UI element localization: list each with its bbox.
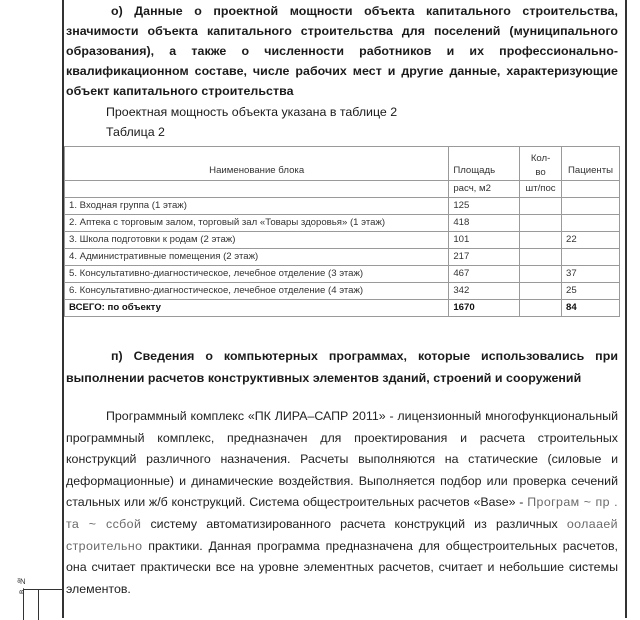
row-name: 5. Консультативно-диагностическое, лечебное отделение (3 этаж) bbox=[65, 266, 449, 283]
row-qty bbox=[520, 249, 562, 266]
table-row bbox=[65, 266, 620, 283]
row-qty bbox=[520, 232, 562, 249]
total-qty bbox=[520, 300, 562, 317]
row-name: 1. Входная группа (1 этаж) bbox=[65, 198, 449, 215]
section-p bbox=[66, 344, 618, 600]
row-area: 418 bbox=[449, 215, 520, 232]
paragraph-text: Программный комплекс «ПК ЛИРА–САПР 2011» - лицензионный многофункциональный программный комплекс, предназначен для проектирования и расчета строительных конструкций различного назначения. Расчеты выполняются на статические (силовые и деформационные) и динамические воздействия. Выполняется подбор или проверка сечений стальных или ж/б конструкций. Система общестроительных расчетов «Base» - bbox=[66, 409, 618, 510]
section-o-heading bbox=[66, 0, 618, 101]
row-name: 4. Административные помещения (2 этаж) bbox=[65, 249, 449, 266]
total-area: 1670 bbox=[449, 300, 520, 317]
row-name: 6. Консультативно-диагностическое, лечебное отделение (4 этаж) bbox=[65, 283, 449, 300]
margin-stamp-box bbox=[17, 576, 63, 619]
row-patients bbox=[562, 198, 620, 215]
table-row bbox=[65, 215, 620, 232]
header-qty-line2: во bbox=[535, 167, 546, 178]
table-row bbox=[65, 198, 620, 215]
total-patients: 84 bbox=[562, 300, 620, 317]
table-units-row bbox=[65, 181, 620, 198]
stamp-vertical-label: в. № bbox=[17, 576, 26, 594]
paragraph-degraded-text: Програм ~ пр . та ~ ссбой bbox=[66, 495, 618, 531]
table-caption: Таблица 2 bbox=[106, 125, 165, 139]
row-name: 2. Аптека с торговым залом, торговый зал «Товары здоровья» (1 этаж) bbox=[65, 215, 449, 232]
row-area: 467 bbox=[449, 266, 520, 283]
header-qty-line1: Кол- bbox=[530, 153, 551, 164]
row-patients: 25 bbox=[562, 283, 620, 300]
units-qty: шт/пос bbox=[520, 181, 562, 198]
paragraph-text: систему автоматизированного расчета конструкций из различных bbox=[141, 516, 567, 531]
table-row bbox=[65, 232, 620, 249]
row-patients bbox=[562, 249, 620, 266]
row-patients: 37 bbox=[562, 266, 620, 283]
row-patients bbox=[562, 215, 620, 232]
row-area: 342 bbox=[449, 283, 520, 300]
total-name: ВСЕГО: по объекту bbox=[65, 300, 449, 317]
row-patients: 22 bbox=[562, 232, 620, 249]
units-name bbox=[65, 181, 449, 198]
stamp-column bbox=[17, 576, 39, 620]
paragraph-degraded-text: оолааей строительно bbox=[66, 516, 618, 553]
header-patients: Пациенты bbox=[562, 147, 620, 181]
header-name: Наименование блока bbox=[65, 147, 449, 181]
row-name: 3. Школа подготовки к родам (2 этаж) bbox=[65, 232, 449, 249]
header-qty bbox=[520, 147, 562, 181]
table-header-row bbox=[65, 147, 620, 181]
section-o-heading-text: о) Данные о проектной мощности объекта капитального строительства, значимости объекта капитального строительства для поселений (муниципального образования), а также о численности работников и их профессионально-квалификационном составе, числе рабочих мест и другие данные, характеризующие объект капитального строительства bbox=[66, 4, 618, 98]
table-row bbox=[65, 283, 620, 300]
units-area: расч, м2 bbox=[449, 181, 520, 198]
row-area: 101 bbox=[449, 232, 520, 249]
table-row bbox=[65, 249, 620, 266]
row-qty bbox=[520, 198, 562, 215]
row-area: 217 bbox=[449, 249, 520, 266]
header-area: Площадь bbox=[449, 147, 520, 181]
row-qty bbox=[520, 215, 562, 232]
software-paragraph bbox=[66, 406, 618, 600]
units-patients bbox=[562, 181, 620, 198]
row-qty bbox=[520, 266, 562, 283]
capacity-table bbox=[64, 146, 620, 317]
table-total-row bbox=[65, 300, 620, 317]
section-p-heading-text: п) Сведения о компьютерных программах, которые использовались при выполнении расчетов конструктивных элементов зданий, строений и сооружений bbox=[66, 349, 618, 385]
row-qty bbox=[520, 283, 562, 300]
section-o bbox=[66, 0, 618, 142]
row-area: 125 bbox=[449, 198, 520, 215]
capacity-intro: Проектная мощность объекта указана в таблице 2 bbox=[106, 105, 398, 119]
paragraph-text: практики. Данная программа предназначена для общестроительных расчетов, она считает практически все на уровне элементных расчетов, считает и небольшие системы элементов. bbox=[66, 538, 618, 596]
section-p-heading bbox=[66, 344, 618, 389]
